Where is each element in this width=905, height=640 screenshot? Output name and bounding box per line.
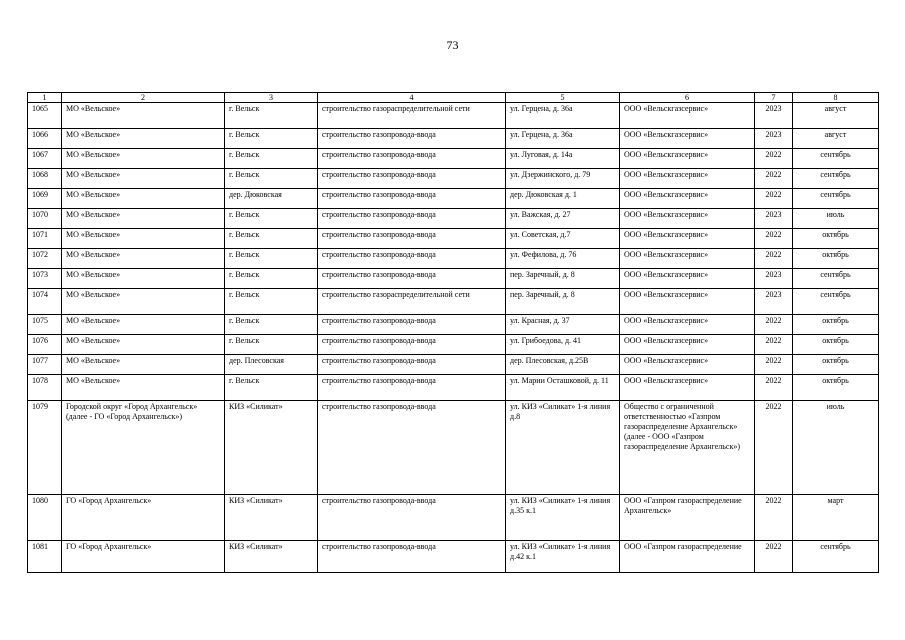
- month-cell: сентябрь: [793, 149, 879, 169]
- locality-cell: КИЗ «Силикат»: [225, 495, 318, 541]
- organization-cell: ООО «Вельскгазсервис»: [620, 149, 755, 169]
- work-type-cell: строительство газопровода-ввода: [318, 149, 506, 169]
- locality-cell: КИЗ «Силикат»: [225, 541, 318, 573]
- organization-cell: ООО «Вельскгазсервис»: [620, 375, 755, 401]
- municipality-cell: МО «Вельское»: [62, 249, 225, 269]
- organization-cell: ООО «Вельскгазсервис»: [620, 209, 755, 229]
- row-number-cell: 1067: [28, 149, 62, 169]
- year-cell: 2022: [755, 189, 793, 209]
- row-number-cell: 1070: [28, 209, 62, 229]
- work-type-cell: строительство газопровода-ввода: [318, 209, 506, 229]
- organization-cell: ООО «Вельскгазсервис»: [620, 189, 755, 209]
- address-cell: ул. Герцена, д. 36а: [506, 103, 620, 129]
- month-cell: август: [793, 103, 879, 129]
- month-cell: сентябрь: [793, 169, 879, 189]
- table-row: [28, 189, 879, 209]
- work-type-cell: строительство газопровода-ввода: [318, 129, 506, 149]
- address-cell: ул. Марии Осташковой, д. 11: [506, 375, 620, 401]
- address-cell: ул. КИЗ «Силикат» 1-я линия д.42 к.1: [506, 541, 620, 573]
- year-cell: 2023: [755, 289, 793, 315]
- municipality-cell: МО «Вельское»: [62, 189, 225, 209]
- year-cell: 2022: [755, 541, 793, 573]
- year-cell: 2022: [755, 375, 793, 401]
- month-cell: июль: [793, 401, 879, 495]
- municipality-cell: МО «Вельское»: [62, 149, 225, 169]
- locality-cell: г. Вельск: [225, 249, 318, 269]
- work-type-cell: строительство газопровода-ввода: [318, 249, 506, 269]
- locality-cell: г. Вельск: [225, 169, 318, 189]
- gasification-table: [27, 92, 879, 573]
- year-cell: 2022: [755, 355, 793, 375]
- month-cell: октябрь: [793, 229, 879, 249]
- address-cell: дер. Дюковская д. 1: [506, 189, 620, 209]
- month-cell: август: [793, 129, 879, 149]
- year-cell: 2022: [755, 249, 793, 269]
- year-cell: 2022: [755, 169, 793, 189]
- row-number-cell: 1078: [28, 375, 62, 401]
- work-type-cell: строительство газопровода-ввода: [318, 355, 506, 375]
- table-row: [28, 495, 879, 541]
- locality-cell: г. Вельск: [225, 269, 318, 289]
- month-cell: октябрь: [793, 355, 879, 375]
- municipality-cell: МО «Вельское»: [62, 355, 225, 375]
- table-row: [28, 149, 879, 169]
- month-cell: сентябрь: [793, 541, 879, 573]
- address-cell: ул. Луговая, д. 14а: [506, 149, 620, 169]
- work-type-cell: строительство газопровода-ввода: [318, 189, 506, 209]
- month-cell: октябрь: [793, 315, 879, 335]
- locality-cell: г. Вельск: [225, 335, 318, 355]
- organization-cell: ООО «Газпром газораспределение Архангельск»: [620, 495, 755, 541]
- locality-cell: КИЗ «Силикат»: [225, 401, 318, 495]
- year-cell: 2023: [755, 129, 793, 149]
- municipality-cell: МО «Вельское»: [62, 229, 225, 249]
- column-header-8: 8: [793, 93, 879, 103]
- row-number-cell: 1066: [28, 129, 62, 149]
- month-cell: октябрь: [793, 335, 879, 355]
- month-cell: сентябрь: [793, 189, 879, 209]
- address-cell: ул. Грибоедова, д. 41: [506, 335, 620, 355]
- row-number-cell: 1079: [28, 401, 62, 495]
- address-cell: ул. Фефилова, д. 76: [506, 249, 620, 269]
- month-cell: сентябрь: [793, 269, 879, 289]
- locality-cell: г. Вельск: [225, 129, 318, 149]
- municipality-cell: МО «Вельское»: [62, 129, 225, 149]
- table-body: [28, 103, 879, 573]
- work-type-cell: строительство газораспределительной сети: [318, 289, 506, 315]
- work-type-cell: строительство газопровода-ввода: [318, 541, 506, 573]
- locality-cell: г. Вельск: [225, 229, 318, 249]
- address-cell: ул. Красная, д. 37: [506, 315, 620, 335]
- row-number-cell: 1077: [28, 355, 62, 375]
- table-row: [28, 375, 879, 401]
- table-row: [28, 249, 879, 269]
- year-cell: 2022: [755, 401, 793, 495]
- work-type-cell: строительство газораспределительной сети: [318, 103, 506, 129]
- year-cell: 2022: [755, 229, 793, 249]
- table-row: [28, 169, 879, 189]
- month-cell: июль: [793, 209, 879, 229]
- address-cell: ул. Дзержинского, д. 79: [506, 169, 620, 189]
- locality-cell: г. Вельск: [225, 149, 318, 169]
- table-row: [28, 269, 879, 289]
- table-row: [28, 401, 879, 495]
- locality-cell: дер. Плесовская: [225, 355, 318, 375]
- table-row: [28, 289, 879, 315]
- organization-cell: ООО «Вельскгазсервис»: [620, 355, 755, 375]
- organization-cell: ООО «Вельскгазсервис»: [620, 335, 755, 355]
- address-cell: ул. КИЗ «Силикат» 1-я линия д.35 к.1: [506, 495, 620, 541]
- row-number-cell: 1080: [28, 495, 62, 541]
- column-header-7: 7: [755, 93, 793, 103]
- month-cell: октябрь: [793, 375, 879, 401]
- locality-cell: дер. Дюковская: [225, 189, 318, 209]
- work-type-cell: строительство газопровода-ввода: [318, 375, 506, 401]
- work-type-cell: строительство газопровода-ввода: [318, 229, 506, 249]
- row-number-cell: 1081: [28, 541, 62, 573]
- locality-cell: г. Вельск: [225, 289, 318, 315]
- column-header-6: 6: [620, 93, 755, 103]
- address-cell: дер. Плесовская, д.25В: [506, 355, 620, 375]
- locality-cell: г. Вельск: [225, 375, 318, 401]
- year-cell: 2023: [755, 103, 793, 129]
- table-row: [28, 335, 879, 355]
- row-number-cell: 1065: [28, 103, 62, 129]
- year-cell: 2023: [755, 209, 793, 229]
- municipality-cell: МО «Вельское»: [62, 335, 225, 355]
- address-cell: ул. Советская, д.7: [506, 229, 620, 249]
- address-cell: ул. Герцена, д. 36а: [506, 129, 620, 149]
- municipality-cell: ГО «Город Архангельск»: [62, 495, 225, 541]
- municipality-cell: Городской округ «Город Архангельск» (далее - ГО «Город Архангельск»): [62, 401, 225, 495]
- organization-cell: ООО «Вельскгазсервис»: [620, 269, 755, 289]
- table-row: [28, 229, 879, 249]
- table-row: [28, 209, 879, 229]
- row-number-cell: 1076: [28, 335, 62, 355]
- work-type-cell: строительство газопровода-ввода: [318, 269, 506, 289]
- column-header-1: 1: [28, 93, 62, 103]
- municipality-cell: ГО «Город Архангельск»: [62, 541, 225, 573]
- address-cell: пер. Заречный, д. 8: [506, 269, 620, 289]
- table-row: [28, 129, 879, 149]
- address-cell: ул. Важская, д. 27: [506, 209, 620, 229]
- locality-cell: г. Вельск: [225, 209, 318, 229]
- month-cell: октябрь: [793, 249, 879, 269]
- year-cell: 2023: [755, 269, 793, 289]
- year-cell: 2022: [755, 495, 793, 541]
- row-number-cell: 1071: [28, 229, 62, 249]
- organization-cell: ООО «Вельскгазсервис»: [620, 249, 755, 269]
- year-cell: 2022: [755, 335, 793, 355]
- work-type-cell: строительство газопровода-ввода: [318, 315, 506, 335]
- municipality-cell: МО «Вельское»: [62, 375, 225, 401]
- organization-cell: ООО «Вельскгазсервис»: [620, 103, 755, 129]
- page-number: 73: [446, 38, 459, 52]
- row-number-cell: 1074: [28, 289, 62, 315]
- municipality-cell: МО «Вельское»: [62, 103, 225, 129]
- column-header-5: 5: [506, 93, 620, 103]
- locality-cell: г. Вельск: [225, 103, 318, 129]
- table-row: [28, 103, 879, 129]
- municipality-cell: МО «Вельское»: [62, 209, 225, 229]
- municipality-cell: МО «Вельское»: [62, 289, 225, 315]
- year-cell: 2022: [755, 149, 793, 169]
- municipality-cell: МО «Вельское»: [62, 169, 225, 189]
- row-number-cell: 1073: [28, 269, 62, 289]
- organization-cell: Общество с ограниченной ответственностью «Газпром газораспределение Архангельск» (далее - ООО «Газпром газораспределение Архангельск»): [620, 401, 755, 495]
- table-header-row: [28, 93, 879, 103]
- year-cell: 2022: [755, 315, 793, 335]
- row-number-cell: 1068: [28, 169, 62, 189]
- work-type-cell: строительство газопровода-ввода: [318, 401, 506, 495]
- row-number-cell: 1069: [28, 189, 62, 209]
- table-row: [28, 315, 879, 335]
- municipality-cell: МО «Вельское»: [62, 315, 225, 335]
- address-cell: ул. КИЗ «Силикат» 1-я линия д.8: [506, 401, 620, 495]
- organization-cell: ООО «Газпром газораспределение: [620, 541, 755, 573]
- address-cell: пер. Заречный, д. 8: [506, 289, 620, 315]
- organization-cell: ООО «Вельскгазсервис»: [620, 129, 755, 149]
- month-cell: март: [793, 495, 879, 541]
- row-number-cell: 1072: [28, 249, 62, 269]
- month-cell: сентябрь: [793, 289, 879, 315]
- municipality-cell: МО «Вельское»: [62, 269, 225, 289]
- locality-cell: г. Вельск: [225, 315, 318, 335]
- row-number-cell: 1075: [28, 315, 62, 335]
- work-type-cell: строительство газопровода-ввода: [318, 495, 506, 541]
- organization-cell: ООО «Вельскгазсервис»: [620, 289, 755, 315]
- column-header-2: 2: [62, 93, 225, 103]
- work-type-cell: строительство газопровода-ввода: [318, 169, 506, 189]
- organization-cell: ООО «Вельскгазсервис»: [620, 169, 755, 189]
- table-row: [28, 355, 879, 375]
- column-header-3: 3: [225, 93, 318, 103]
- column-header-4: 4: [318, 93, 506, 103]
- table-row: [28, 541, 879, 573]
- organization-cell: ООО «Вельскгазсервис»: [620, 229, 755, 249]
- organization-cell: ООО «Вельскгазсервис»: [620, 315, 755, 335]
- work-type-cell: строительство газопровода-ввода: [318, 335, 506, 355]
